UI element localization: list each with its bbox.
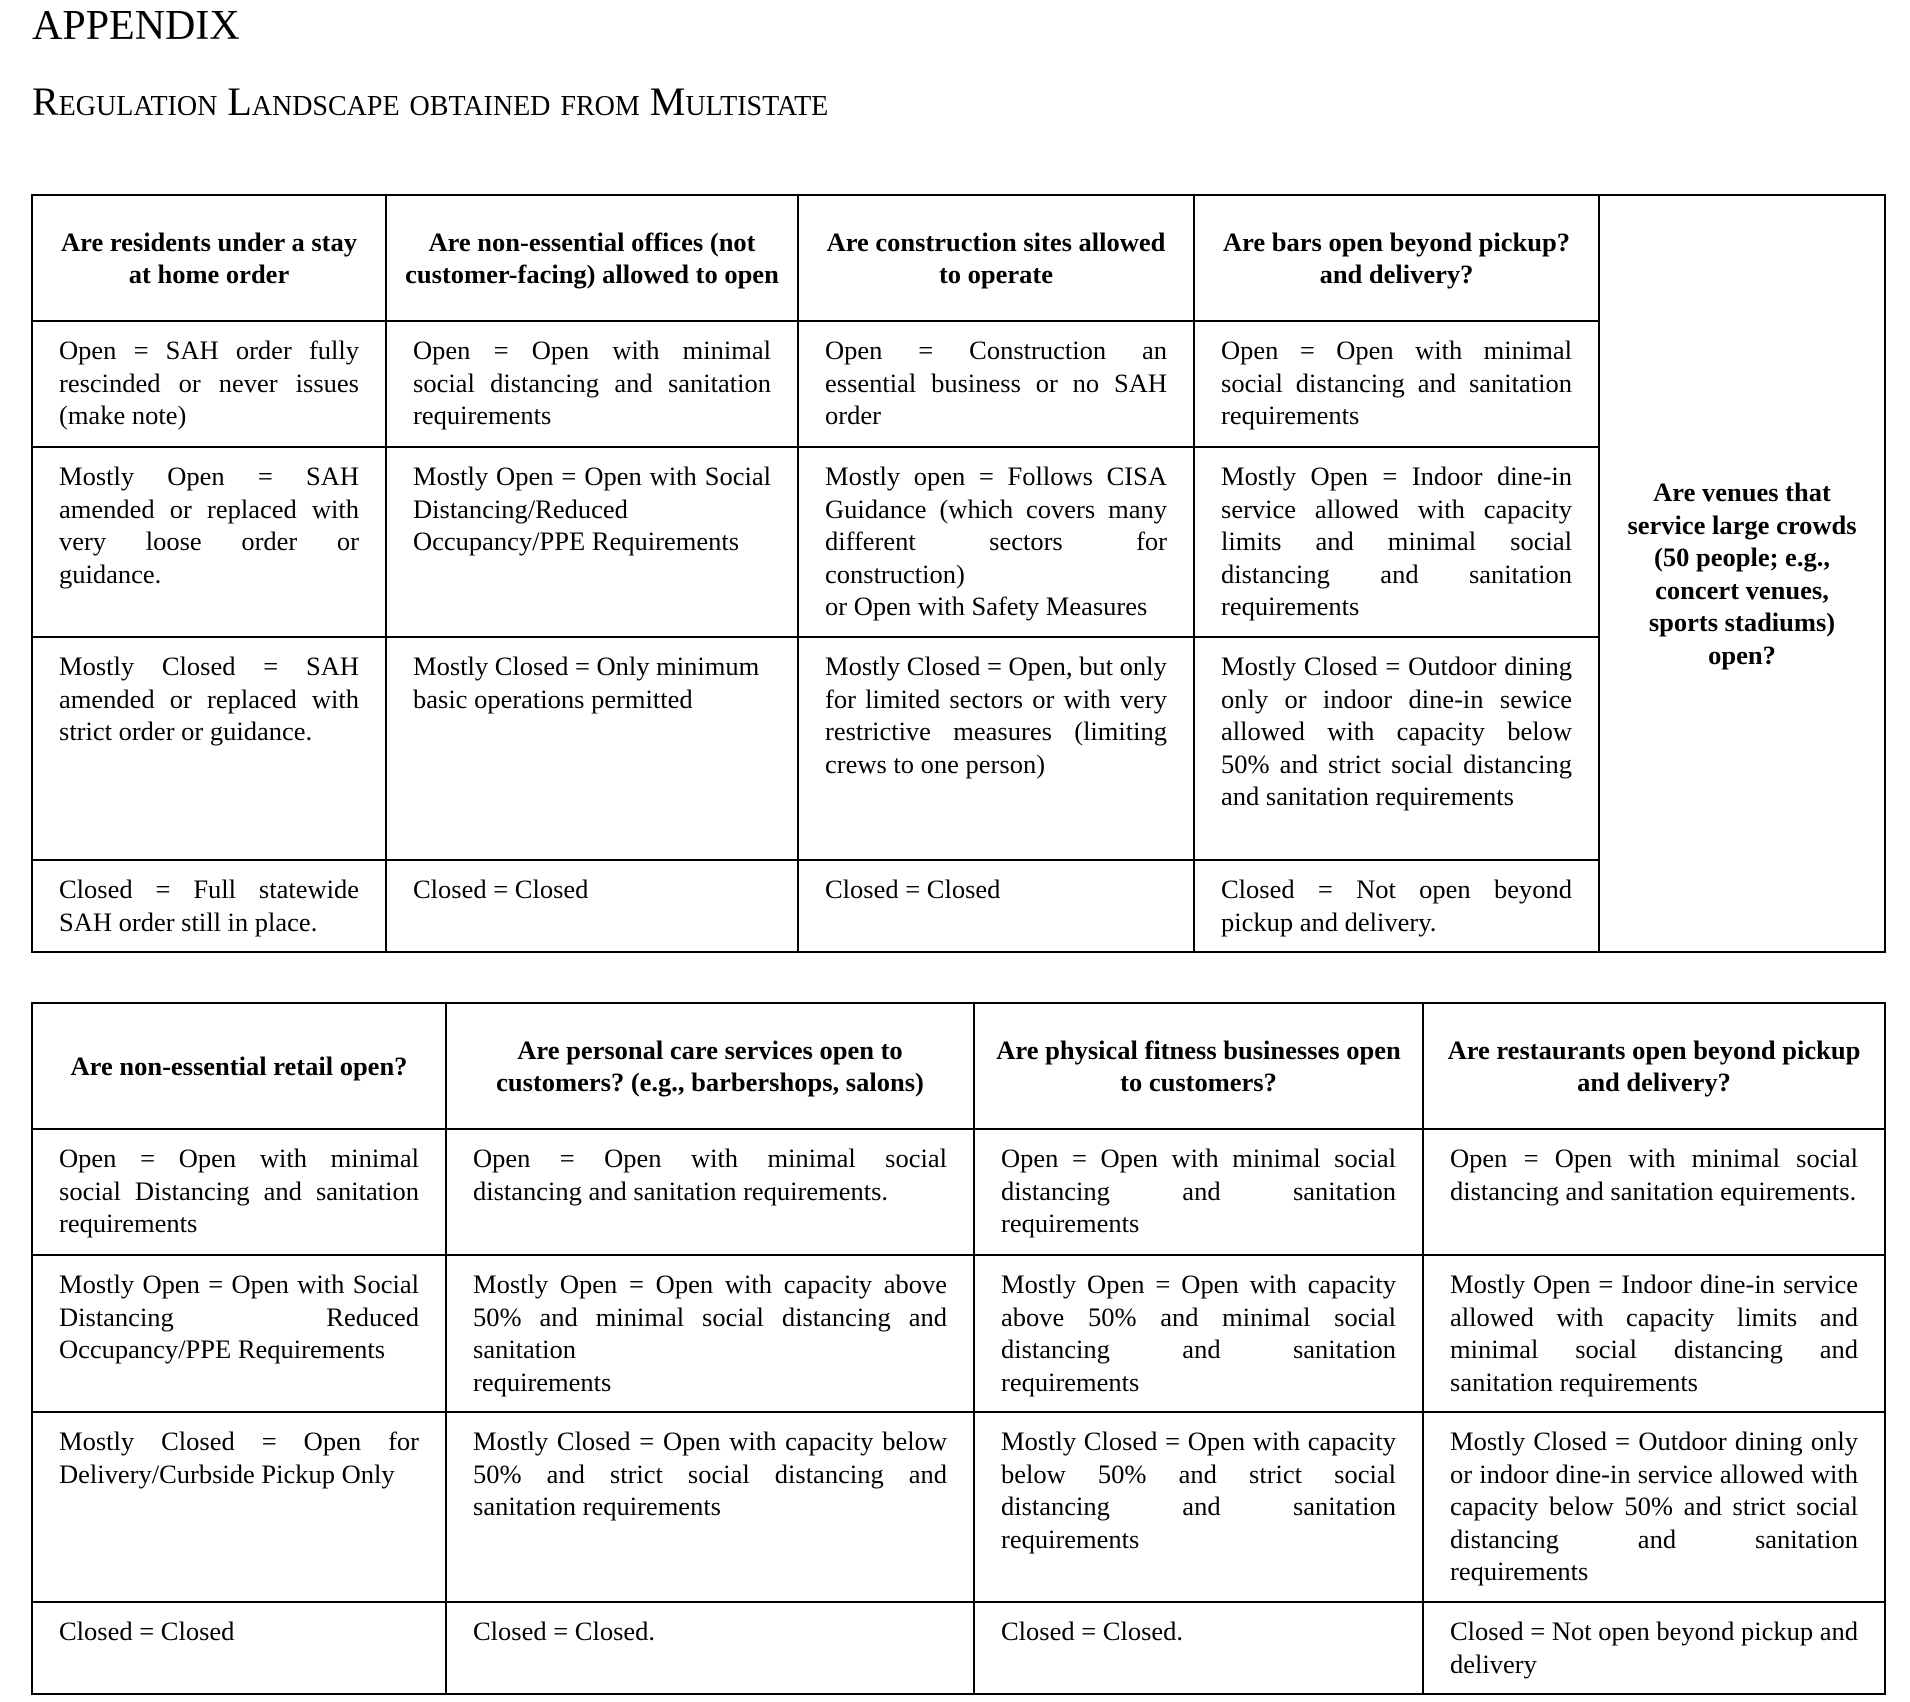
table-row (32, 1602, 1885, 1694)
header-stay-at-home: Are residents under a stay at home order (32, 195, 386, 321)
table-cell: Open = Open with minimal social Distancing and sanitation requirements (32, 1129, 446, 1255)
table-cell: Open = Open with minimal social distancing and sanitation equirements. (1423, 1129, 1885, 1255)
table-cell: Mostly Open = Open with Social Distancing/Reduced Occupancy/PPE Requirements (386, 447, 798, 637)
table-cell: Mostly Closed = Open with capacity below 50% and strict social distancing and sanitation requirements (446, 1412, 974, 1602)
table-cell: Closed = Closed. (974, 1602, 1423, 1694)
table-cell: Open = Open with minimal social distancing and sanitation requirements. (446, 1129, 974, 1255)
header-construction-sites: Are construction sites allowed to operate (798, 195, 1194, 321)
header-non-essential-retail: Are non-essential retail open? (32, 1003, 446, 1129)
table-cell: Mostly Closed = Open for Delivery/Curbside Pickup Only (32, 1412, 446, 1602)
table-cell: Mostly Open = Open with Social Distancing Reduced Occupancy/PPE Requirements (32, 1255, 446, 1412)
page-subtitle: Regulation Landscape obtained from Multistate (32, 79, 829, 124)
table-cell: Closed = Not open beyond pickup and delivery. (1194, 860, 1599, 952)
table-cell: Mostly Closed = Outdoor dining only or indoor dine-in sewice allowed with capacity below 50% and strict social distancing and sanitation requirements (1194, 637, 1599, 860)
table-cell: Mostly Open = Open with capacity above 50% and minimal social distancing and sanitation requirements (446, 1255, 974, 1412)
table-cell: Closed = Closed (798, 860, 1194, 952)
table-cell: Mostly Open = SAH amended or replaced with very loose order or guidance. (32, 447, 386, 637)
table-cell: Open = Open with minimal social distancing and sanitation requirements (386, 321, 798, 447)
regulation-table-1 (31, 194, 1886, 953)
table-row (32, 1255, 1885, 1412)
table-cell: Open = Construction an essential business or no SAH order (798, 321, 1194, 447)
table-cell: Open = SAH order fully rescinded or never issues (make note) (32, 321, 386, 447)
table-header-row (32, 1003, 1885, 1129)
regulation-table-2 (31, 1002, 1886, 1695)
table-cell: Open = Open with minimal social distancing and sanitation requirements (1194, 321, 1599, 447)
table-row (32, 1129, 1885, 1255)
table-cell: Open = Open with minimal social distancing and sanitation requirements (974, 1129, 1423, 1255)
page-title: APPENDIX (32, 3, 240, 49)
table-cell: Closed = Closed. (446, 1602, 974, 1694)
header-bars: Are bars open beyond pickup? and delivery? (1194, 195, 1599, 321)
header-personal-care: Are personal care services open to customers? (e.g., barbershops, salons) (446, 1003, 974, 1129)
table-cell: Mostly Open = Indoor dine-in service allowed with capacity limits and minimal social distancing and sanitation requirements (1423, 1255, 1885, 1412)
table-cell: Mostly Open = Open with capacity above 50% and minimal social distancing and sanitation requirements (974, 1255, 1423, 1412)
table-cell: Mostly open = Follows CISA Guidance (which covers many different sectors for construction) or Open with Safety Measures (798, 447, 1194, 637)
table-cell: Mostly Closed = Outdoor dining only or indoor dine-in service allowed with capacity below 50% and strict social distancing and sanitation requirements (1423, 1412, 1885, 1602)
table-cell: Mostly Closed = SAH amended or replaced with strict order or guidance. (32, 637, 386, 860)
header-restaurants: Are restaurants open beyond pickup and delivery? (1423, 1003, 1885, 1129)
table-cell: Mostly Closed = Only minimum basic operations permitted (386, 637, 798, 860)
header-non-essential-offices: Are non-essential offices (not customer-facing) allowed to open (386, 195, 798, 321)
table-cell: Mostly Closed = Open, but only for limited sectors or with very restrictive measures (limiting crews to one person) (798, 637, 1194, 860)
table-cell: Closed = Closed (386, 860, 798, 952)
table-cell: Mostly Open = Indoor dine-in service allowed with capacity limits and minimal social distancing and sanitation requirements (1194, 447, 1599, 637)
table-cell: Closed = Closed (32, 1602, 446, 1694)
table-row (32, 1412, 1885, 1602)
table-cell: Closed = Full statewide SAH order still in place. (32, 860, 386, 952)
table-cell: Closed = Not open beyond pickup and delivery (1423, 1602, 1885, 1694)
header-physical-fitness: Are physical fitness businesses open to customers? (974, 1003, 1423, 1129)
header-large-venues: Are venues that service large crowds (50 people; e.g., concert venues, sports stadiums) open? (1599, 195, 1885, 952)
table-header-row (32, 195, 1885, 321)
table-cell: Mostly Closed = Open with capacity below 50% and strict social distancing and sanitation requirements (974, 1412, 1423, 1602)
